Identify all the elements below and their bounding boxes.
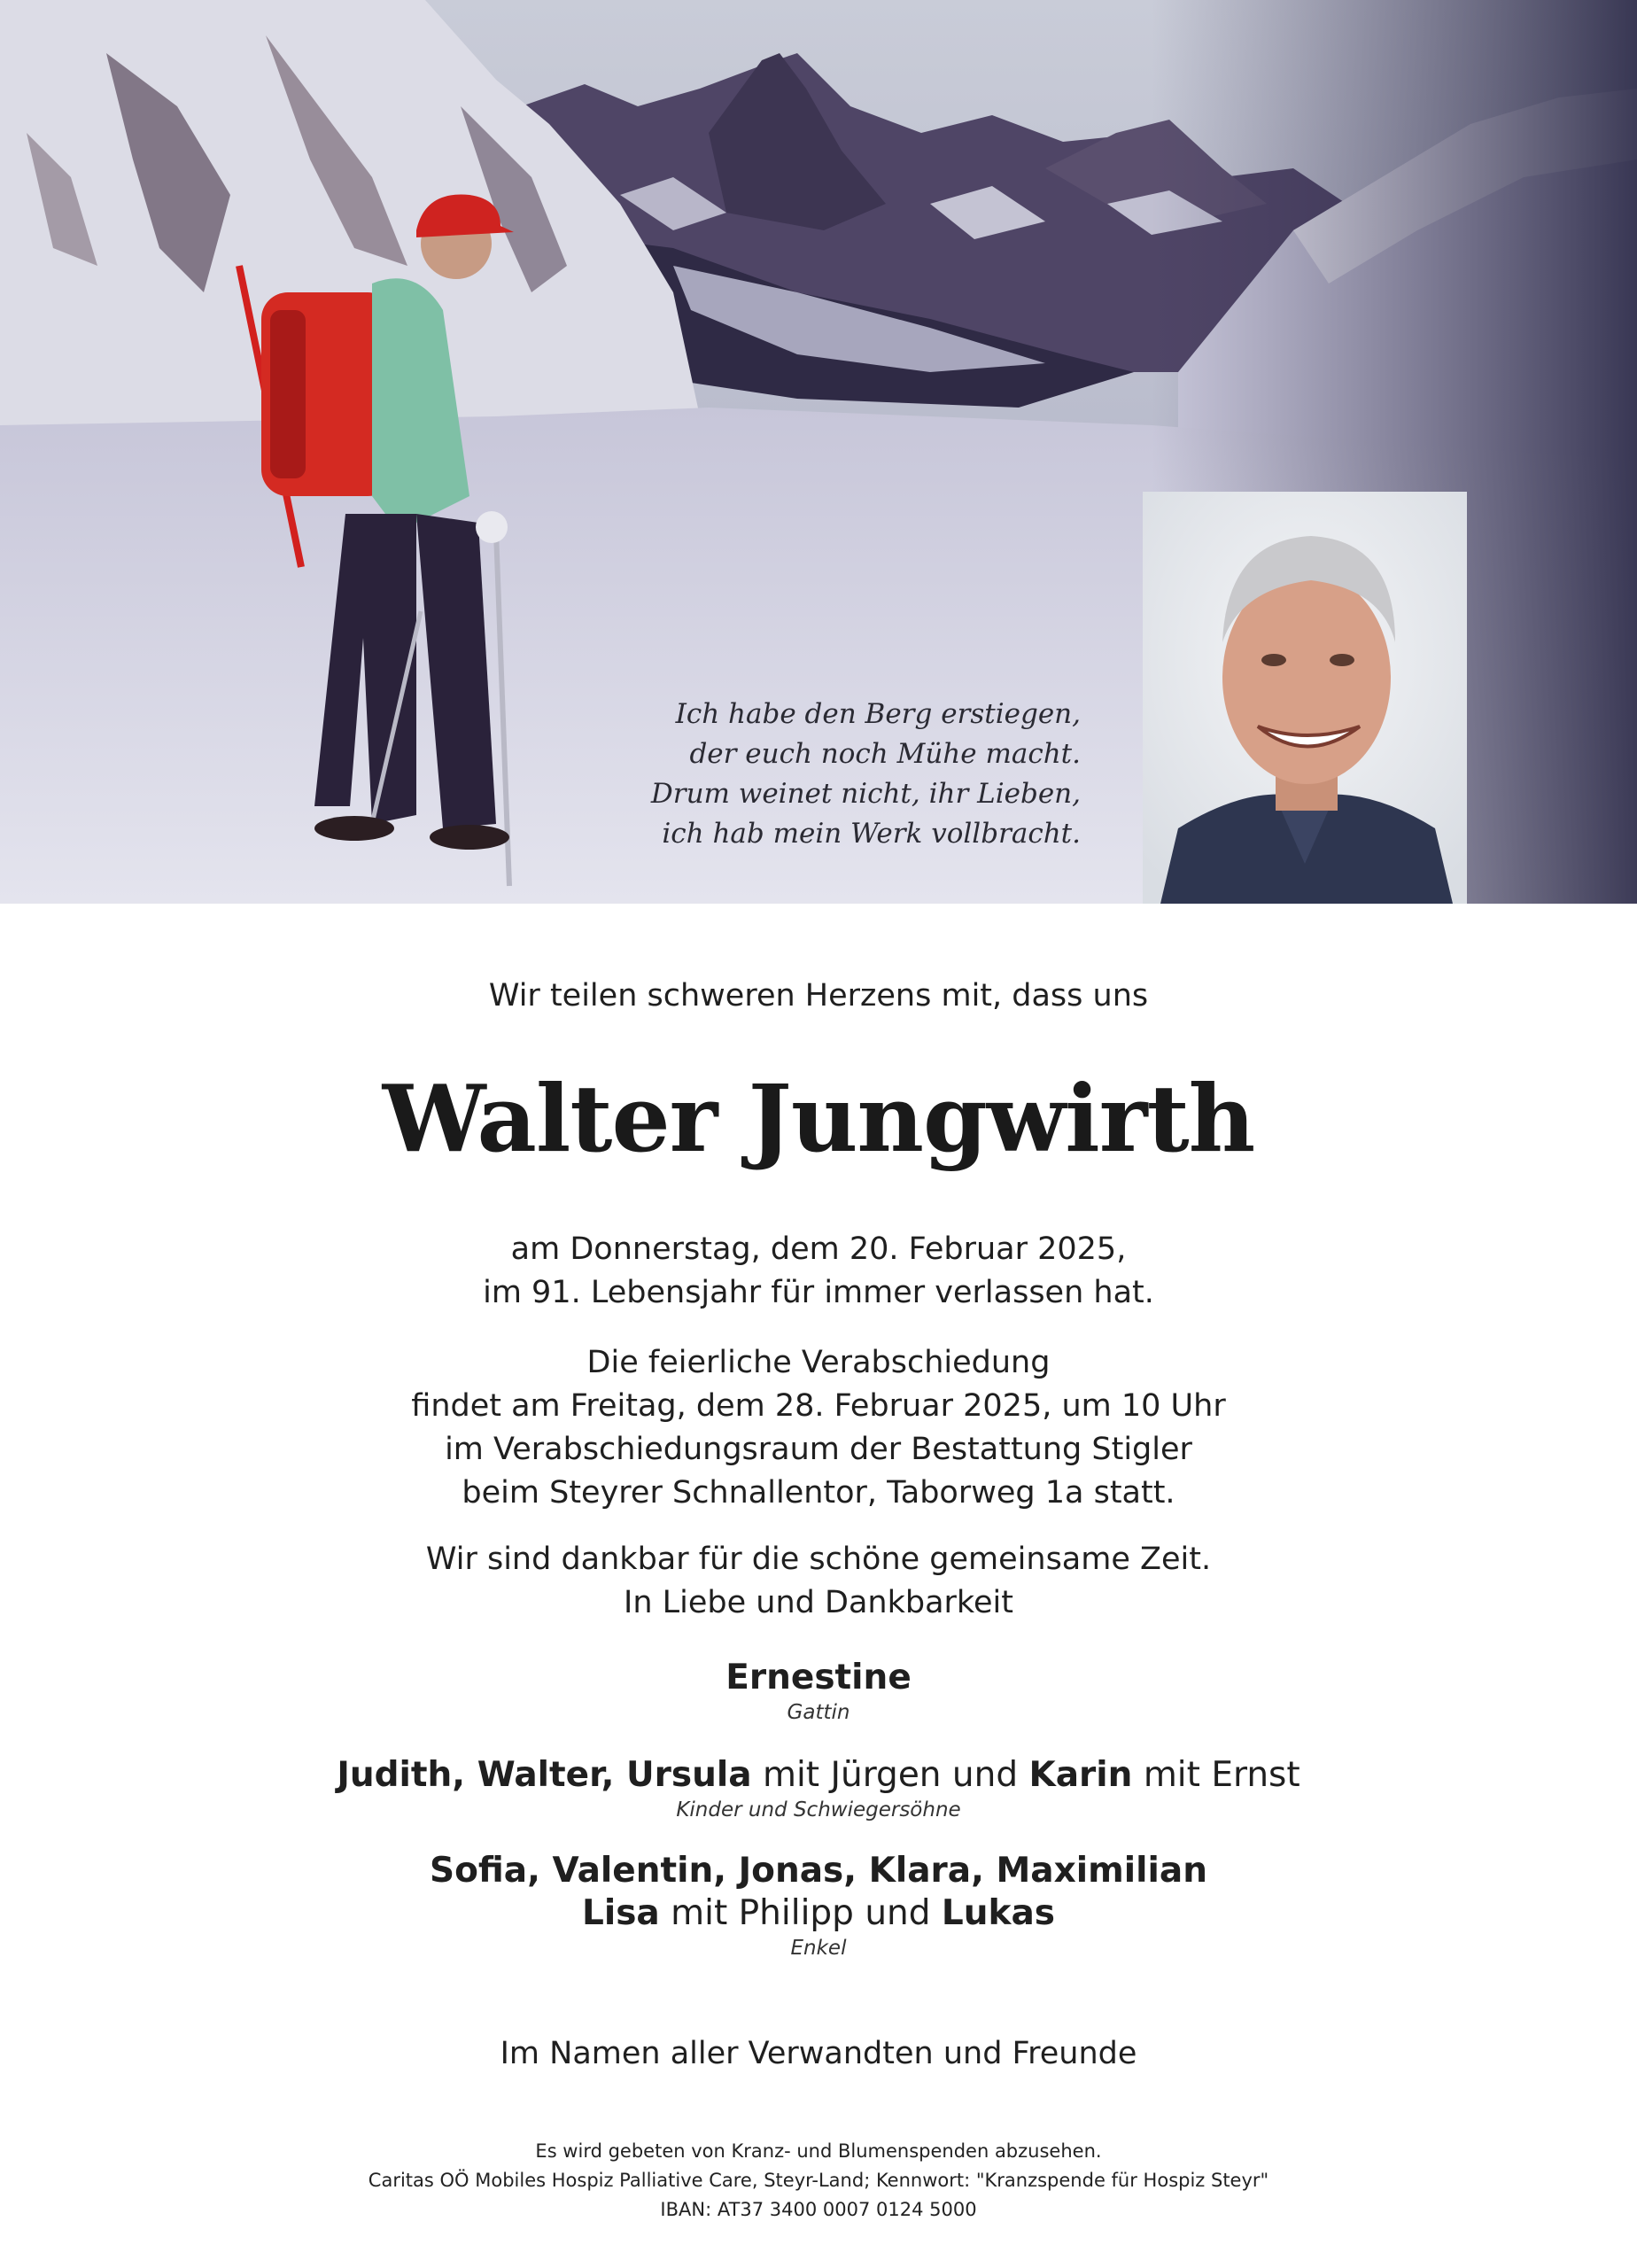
ceremony-line: beim Steyrer Schnallentor, Taborweg 1a statt. [462, 1475, 1175, 1511]
poem-line: Drum weinet nicht, ihr Lieben, [650, 778, 1081, 810]
gratitude [0, 1538, 1637, 1625]
spouse-group [0, 1657, 1637, 1726]
poem [461, 695, 1081, 854]
grandchildren-names-bold: Sofia, Valentin, Jonas, Klara, Maximilian [430, 1851, 1207, 1891]
ceremony-line: Die feierliche Verabschiedung [586, 1345, 1051, 1380]
death-notice-line: im 91. Lebensjahr für immer verlassen hat. [483, 1275, 1154, 1310]
grandchildren-names [0, 1892, 1637, 1935]
death-notice [0, 1228, 1637, 1315]
grandchildren-names-bold: Lisa [582, 1893, 660, 1933]
portrait-photo [1143, 492, 1467, 904]
spouse-name [0, 1657, 1637, 1699]
children-names [0, 1754, 1637, 1797]
family-list [0, 1657, 1637, 1961]
gratitude-line: Wir sind dankbar für die schöne gemeinsame Zeit. [425, 1542, 1212, 1577]
gratitude-line: In Liebe und Dankbarkeit [624, 1585, 1013, 1620]
intro-text: Wir teilen schweren Herzens mit, dass uns [488, 978, 1149, 1014]
ceremony-line: findet am Freitag, dem 28. Februar 2025, um 10 Uhr [411, 1388, 1226, 1424]
grandchildren-names-text: mit Philipp und [659, 1893, 942, 1933]
spouse-role: Gattin [787, 1701, 850, 1724]
spouse-name-text: Ernestine [725, 1658, 912, 1697]
grandchildren-names [0, 1850, 1637, 1892]
children-names-bold: Judith, Walter, Ursula [337, 1755, 752, 1795]
footer-line: Es wird gebeten von Kranz- und Blumenspenden abzusehen. [535, 2140, 1102, 2162]
grandchildren-group [0, 1850, 1637, 1961]
deceased-name: Walter Jungwirth [382, 1064, 1255, 1173]
obituary-text [0, 975, 1637, 2225]
poem-line: ich hab mein Werk vollbracht. [662, 818, 1081, 850]
grandchildren-names-bold: Lukas [941, 1893, 1055, 1933]
poem-line: der euch noch Mühe macht. [689, 738, 1081, 770]
portrait-illustration [1143, 492, 1467, 904]
mountain-photo [0, 0, 1637, 904]
children-role: Kinder und Schwiegersöhne [676, 1798, 961, 1821]
children-group [0, 1754, 1637, 1823]
ceremony-line: im Verabschiedungsraum der Bestattung Stigler [445, 1432, 1192, 1467]
children-names-text: mit Jürgen und [751, 1755, 1029, 1795]
footer-line: Caritas OÖ Mobiles Hospiz Palliative Care, Steyr-Land; Kennwort: "Kranzspende für Hospiz Steyr" [368, 2170, 1269, 2191]
death-notice-line: am Donnerstag, dem 20. Februar 2025, [510, 1231, 1127, 1267]
ceremony-info [0, 1341, 1637, 1515]
closing-text: Im Namen aller Verwandten und Freunde [500, 2036, 1137, 2071]
grandchildren-role: Enkel [790, 1937, 847, 1960]
footer-note [0, 2137, 1637, 2225]
footer-line: IBAN: AT37 3400 0007 0124 5000 [660, 2199, 977, 2220]
children-names-text: mit Ernst [1132, 1755, 1300, 1795]
poem-line: Ich habe den Berg erstiegen, [675, 698, 1081, 730]
children-names-bold: Karin [1028, 1755, 1133, 1795]
